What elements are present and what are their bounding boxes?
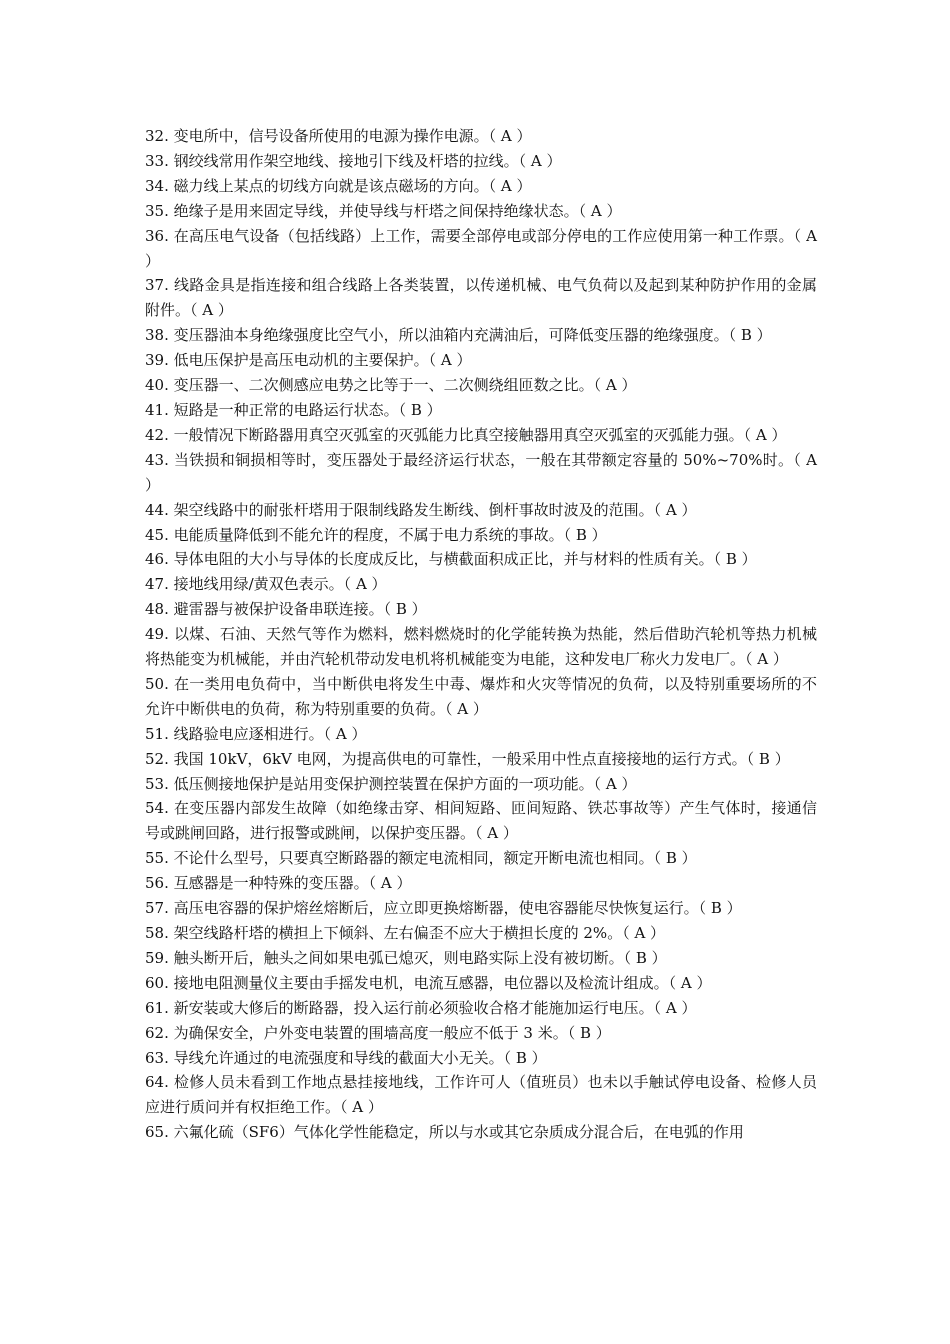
question-item: 57. 高压电容器的保护熔丝熔断后，应立即更换熔断器，使电容器能尽快恢复运行。（ B ） — [145, 899, 742, 918]
question-item: 46. 导体电阻的大小与导体的长度成反比，与横截面积成正比，并与材料的性质有关。（ B ） — [145, 550, 757, 569]
question-item: 41. 短路是一种正常的电路运行状态。（ B ） — [145, 400, 442, 419]
question-item: 49. 以煤、石油、天然气等作为燃料，燃料燃烧时的化学能转换为热能，然后借助汽轮机等热力机械将热能变为机械能，并由汽轮机带动发电机将机械能变为电能，这种发电厂称火力发电厂。（ A ） — [145, 625, 817, 669]
question-item: 65. 六氟化硫（SF6）气体化学性能稳定，所以与水或其它杂质成分混合后，在电弧的作用 — [145, 1123, 744, 1142]
question-item: 36. 在高压电气设备（包括线路）上工作，需要全部停电或部分停电的工作应使用第一种工作票。（ A ） — [145, 226, 817, 270]
question-item: 58. 架空线路杆塔的横担上下倾斜、左右偏歪不应大于横担长度的 2%。（ A ） — [145, 924, 666, 942]
question-item: 33. 钢绞线常用作架空地线、接地引下线及杆塔的拉线。（ A ） — [145, 151, 562, 170]
question-item: 55. 不论什么型号，只要真空断路器的额定电流相同，额定开断电流也相同。（ B ） — [145, 849, 697, 868]
question-item: 35. 绝缘子是用来固定导线，并使导线与杆塔之间保持绝缘状态。（ A ） — [145, 201, 622, 220]
question-item: 38. 变压器油本身绝缘强度比空气小，所以油箱内充满油后，可降低变压器的绝缘强度。（ B ） — [145, 326, 772, 345]
question-item: 45. 电能质量降低到不能允许的程度，不属于电力系统的事故。（ B ） — [145, 525, 607, 544]
question-item: 42. 一般情况下断路器用真空灭弧室的灭弧能力比真空接触器用真空灭弧室的灭弧能力强。（ A ） — [145, 425, 787, 444]
question-item: 60. 接地电阻测量仪主要由手摇发电机，电流互感器，电位器以及检流计组成。（ A ） — [145, 973, 712, 992]
question-item: 48. 避雷器与被保护设备串联连接。（ B ） — [145, 600, 427, 619]
question-item: 53. 低压侧接地保护是站用变保护测控装置在保护方面的一项功能。（ A ） — [145, 774, 637, 793]
question-item: 32. 变电所中，信号设备所使用的电源为操作电源。（ A ） — [145, 127, 532, 145]
document-page — [145, 124, 817, 1145]
question-item: 64. 检修人员未看到工作地点悬挂接地线，工作许可人（值班员）也未以手触试停电设备、检修人员应进行质问并有权拒绝工作。（ A ） — [145, 1073, 817, 1117]
question-item: 51. 线路验电应逐相进行。（ A ） — [145, 724, 367, 743]
question-item: 43. 当铁损和铜损相等时，变压器处于最经济运行状态，一般在其带额定容量的 50%~70%时。（ A ） — [145, 450, 817, 494]
question-item: 47. 接地线用绿/黄双色表示。（ A ） — [145, 575, 387, 594]
question-item: 39. 低电压保护是高压电动机的主要保护。（ A ） — [145, 351, 472, 370]
question-item: 62. 为确保安全，户外变电装置的围墙高度一般应不低于 3 米。（ B ） — [145, 1023, 611, 1042]
question-item: 56. 互感器是一种特殊的变压器。（ A ） — [145, 874, 412, 893]
question-item: 34. 磁力线上某点的切线方向就是该点磁场的方向。（ A ） — [145, 176, 532, 195]
question-item: 50. 在一类用电负荷中，当中断供电将发生中毒、爆炸和火灾等情况的负荷，以及特别重要场所的不允许中断供电的负荷，称为特别重要的负荷。（ A ） — [145, 674, 817, 718]
question-item: 61. 新安装或大修后的断路器，投入运行前必须验收合格才能施加运行电压。（ A ） — [145, 998, 697, 1017]
question-item: 44. 架空线路中的耐张杆塔用于限制线路发生断线、倒杆事故时波及的范围。（ A ） — [145, 500, 697, 519]
question-item: 54. 在变压器内部发生故障（如绝缘击穿、相间短路、匝间短路、铁芯事故等）产生气体时，接通信号或跳闸回路，进行报警或跳闸，以保护变压器。（ A ） — [145, 799, 817, 843]
question-item: 40. 变压器一、二次侧感应电势之比等于一、二次侧绕组匝数之比。（ A ） — [145, 376, 637, 395]
question-item: 52. 我国 10kV，6kV 电网，为提高供电的可靠性，一般采用中性点直接接地的运行方式。（ B ） — [145, 749, 790, 768]
question-item: 37. 线路金具是指连接和组合线路上各类装置，以传递机械、电气负荷以及起到某种防护作用的金属附件。（ A ） — [145, 276, 817, 320]
question-item: 59. 触头断开后，触头之间如果电弧已熄灭，则电路实际上没有被切断。（ B ） — [145, 948, 667, 967]
question-item: 63. 导线允许通过的电流强度和导线的截面大小无关。（ B ） — [145, 1048, 547, 1067]
